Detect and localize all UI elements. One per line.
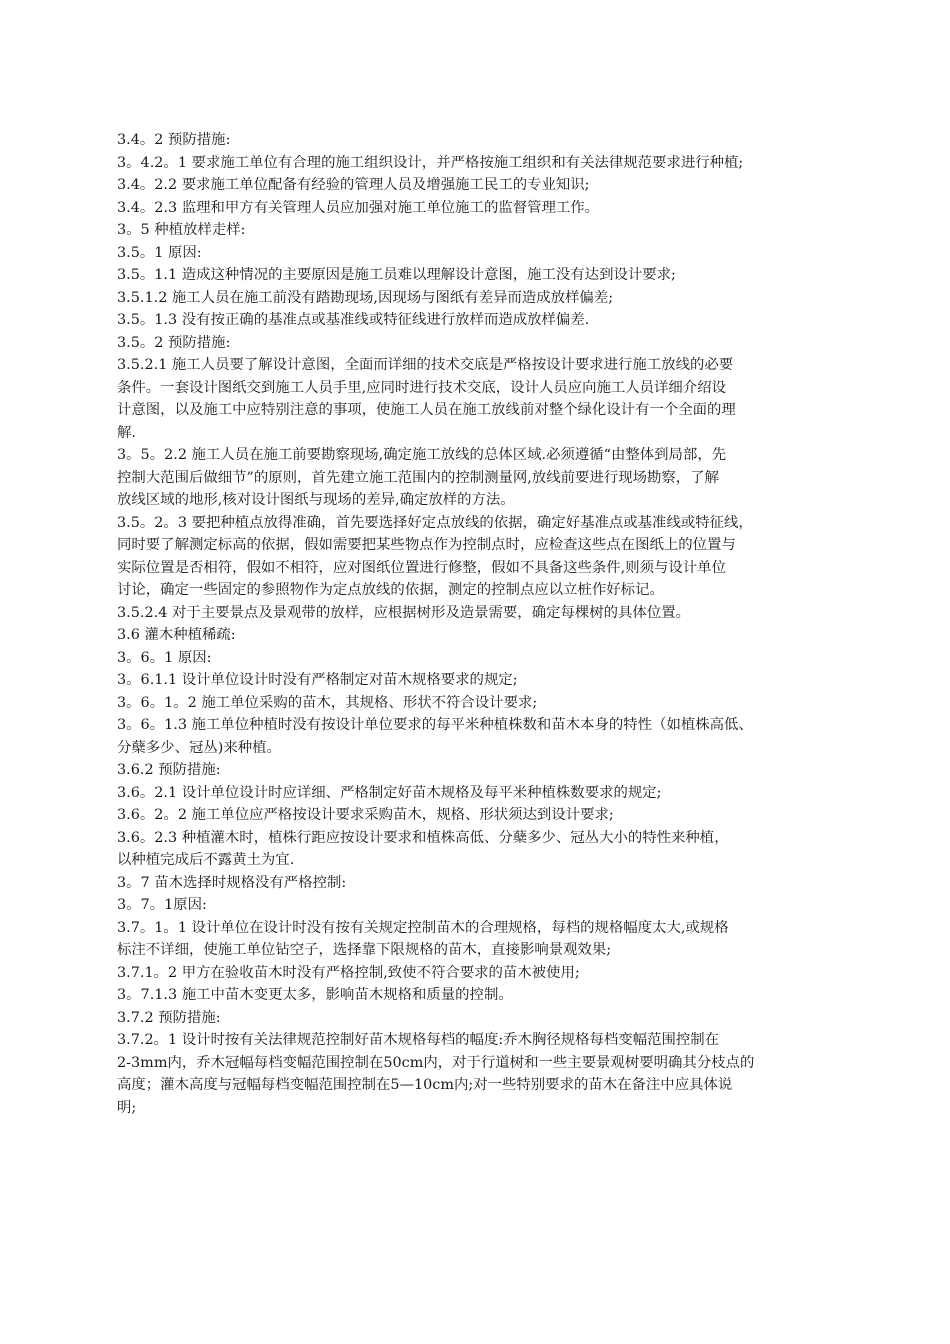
text-line: 3。5。2.2 施工人员在施工前要勘察现场,确定施工放线的总体区域.必须遵循“由整体到局部，先 (117, 447, 727, 463)
text-line: 实际位置是否相符，假如不相符，应对图纸位置进行修整，假如不具备这些条件,则须与设计单位 (117, 559, 726, 576)
text-line: 3.4。2.2 要求施工单位配备有经验的管理人员及增强施工民工的专业知识; (117, 177, 590, 193)
text-line: 3.5。1.1 造成这种情况的主要原因是施工员难以理解设计意图，施工没有达到设计要求; (117, 267, 676, 283)
text-line: 3。7.1.3 施工中苗木变更太多，影响苗木规格和质量的控制。 (117, 987, 513, 1003)
text-line: 3。6.1.1 设计单位设计时没有严格制定对苗木规格要求的规定; (117, 672, 518, 688)
text-line: 3.7.1。2 甲方在验收苗木时没有严格控制,致使不符合要求的苗木被使用; (117, 964, 580, 981)
document-page (117, 129, 847, 1119)
text-line: 3.5。2 预防措施: (117, 334, 231, 351)
text-line: 3.6。2.1 设计单位设计时应详细、严格制定好苗木规格及每平米种植株数要求的规定; (117, 784, 662, 801)
text-line: 3.5。2。3 要把种植点放得准确，首先要选择好定点放线的依据，确定好基准点或基准线或特征线， (117, 514, 753, 531)
text-line: 3.7。1。1 设计单位在设计时没有按有关规定控制苗木的合理规格，每档的规格幅度太大,或规格 (117, 919, 729, 936)
text-line: 3.6。2.3 种植灌木时，植株行距应按设计要求和植株高低、分蘖多少、冠丛大小的特性来种植， (117, 829, 729, 846)
text-line: 3.4。2 预防措施: (117, 132, 231, 148)
text-line: 解. (117, 424, 136, 441)
text-line: 3。6。1。2 施工单位采购的苗木，其规格、形状不符合设计要求; (117, 694, 538, 711)
text-line: 3.5.2.4 对于主要景点及景观带的放样，应根据树形及造景需要，确定每棵树的具体位置。 (117, 604, 690, 621)
text-line: 2-3mm内，乔木冠幅每档变幅范围控制在50cm内，对于行道树和一些主要景观树要明确其分枝点的 (117, 1054, 755, 1071)
text-line: 3.7.2。1 设计时按有关法律规范控制好苗木规格每档的幅度:乔木胸径规格每档变幅范围控制在 (117, 1032, 720, 1048)
text-line: 明; (117, 1099, 137, 1116)
text-line: 3.5.2.1 施工人员要了解设计意图，全面而详细的技术交底是严格按设计要求进行施工放线的必要 (117, 357, 734, 373)
text-line: 3。6。1 原因: (117, 649, 212, 666)
text-line: 计意图，以及施工中应特别注意的事项，使施工人员在施工放线前对整个绿化设计有一个全面的理 (117, 402, 736, 418)
text-line: 分蘖多少、冠丛)来种植。 (117, 739, 281, 756)
text-line: 条件。一套设计图纸交到施工人员手里,应同时进行技术交底，设计人员应向施工人员详细介绍设 (117, 379, 726, 396)
text-line: 3.4。2.3 监理和甲方有关管理人员应加强对施工单位施工的监督管理工作。 (117, 199, 600, 216)
text-line: 3.7.2 预防措施: (117, 1009, 221, 1026)
text-line: 3.6.2 预防措施: (117, 762, 221, 778)
section-heading: 3。5 种植放样走样: (117, 222, 246, 238)
text-line: 以种植完成后不露黄土为宜. (117, 852, 295, 868)
text-line: 3。6。1.3 施工单位种植时没有按设计单位要求的每平米种植株数和苗木本身的特性（如植株高低、 (117, 717, 753, 733)
text-line: 高度；灌木高度与冠幅每档变幅范围控制在5—10cm内;对一些特别要求的苗木在备注中应具体说 (117, 1077, 733, 1093)
text-line: 3.6。2。2 施工单位应严格按设计要求采购苗木，规格、形状须达到设计要求; (117, 807, 614, 823)
text-line: 放线区域的地形,核对设计图纸与现场的差异,确定放样的方法。 (117, 492, 515, 508)
section-heading: 3.6 灌木种植稀疏: (117, 627, 236, 643)
text-line: 同时要了解测定标高的依据，假如需要把某些物点作为控制点时，应检查这些点在图纸上的位置与 (117, 537, 736, 553)
text-line: 3。4.2。1 要求施工单位有合理的施工组织设计，并严格按施工组织和有关法律规范要求进行种植; (117, 154, 744, 171)
text-line: 3.5.1.2 施工人员在施工前没有踏勘现场,因现场与图纸有差异而造成放样偏差; (117, 289, 614, 306)
text-line: 讨论，确定一些固定的参照物作为定点放线的依据，测定的控制点应以立桩作好标记。 (117, 582, 664, 598)
text-line: 3。7。1原因: (117, 897, 207, 913)
text-line: 控制大范围后做细节”的原则，首先建立施工范围内的控制测量网,放线前要进行现场勘察，了解 (117, 469, 719, 486)
text-line: 标注不详细，使施工单位钻空子，选择靠下限规格的苗木，直接影响景观效果; (117, 942, 612, 958)
section-heading: 3。7 苗木选择时规格没有严格控制: (117, 874, 347, 891)
text-line: 3.5。1.3 没有按正确的基准点或基准线或特征线进行放样而造成放样偏差. (117, 312, 590, 328)
text-line: 3.5。1 原因: (117, 244, 202, 261)
